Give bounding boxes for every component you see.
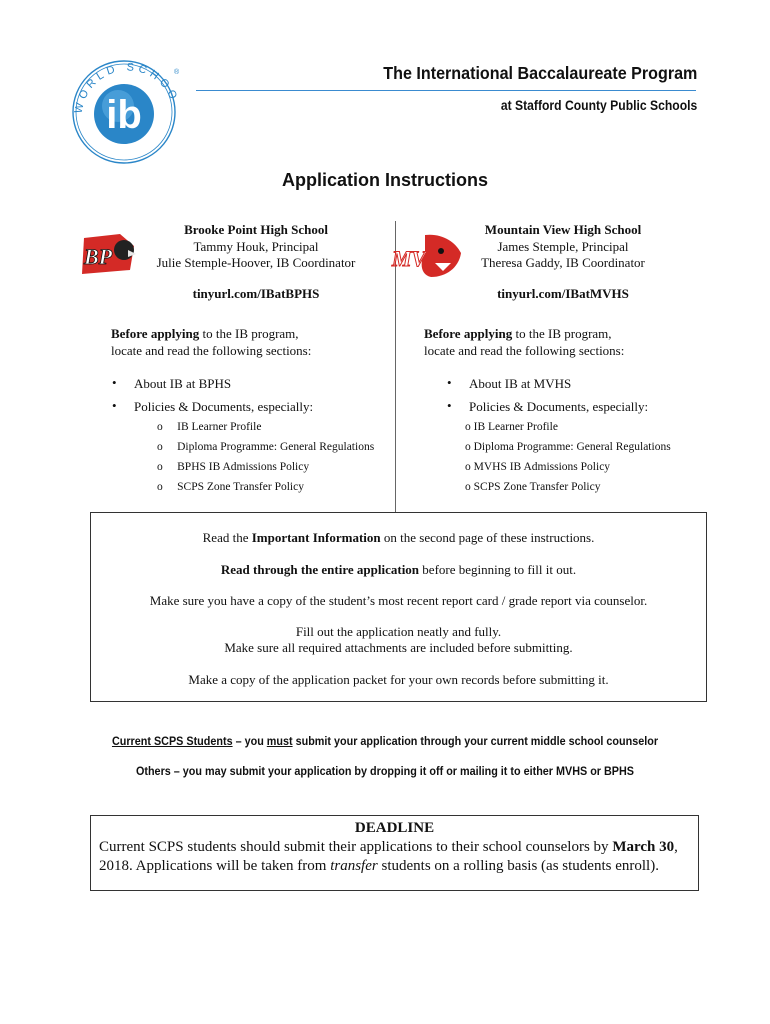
sub-label[interactable]: SCPS Zone Transfer Policy: [177, 481, 304, 493]
others-note: Others – you may submit your application by dropping it off or mailing it to either MVHS or BPHS: [135, 764, 635, 778]
coordinator: Theresa Gaddy, IB Coordinator: [481, 255, 645, 270]
intro-bold: Before applying: [424, 326, 513, 341]
intro-line2: locate and read the following sections:: [111, 342, 312, 358]
sub-label[interactable]: MVHS IB Admissions Policy: [473, 461, 611, 473]
bullet-label[interactable]: About IB at MVHS: [469, 376, 572, 391]
sub-list-item: o Diploma Programme: General Regulations: [157, 441, 375, 453]
bphs-header: [138, 222, 374, 272]
sub-list-item: o MVHS IB Admissions Policy: [465, 461, 611, 473]
bullet-label[interactable]: Policies & Documents, especially:: [469, 399, 649, 414]
sub-list-item: o SCPS Zone Transfer Policy: [465, 481, 601, 493]
list-item: [112, 376, 231, 392]
sub-list-item: o IB Learner Profile: [465, 421, 558, 433]
school-name: Brooke Point High School: [184, 222, 328, 237]
list-item: [447, 399, 648, 415]
bphs-intro: [111, 326, 381, 359]
sub-label[interactable]: SCPS Zone Transfer Policy: [473, 481, 601, 493]
intro-line2: locate and read the following sections:: [424, 342, 625, 358]
important-line-5: Make a copy of the application packet for your own records before submitting it.: [188, 672, 609, 687]
important-line-2: Read through the entire application before beginning to fill it out.: [220, 562, 577, 577]
bphs-url-link[interactable]: tinyurl.com/IBatBPHS: [192, 286, 320, 301]
mvhs-header: [445, 222, 681, 272]
sub-label[interactable]: IB Learner Profile: [473, 421, 558, 433]
sub-label[interactable]: BPHS IB Admissions Policy: [177, 461, 310, 473]
svg-text:MV: MV: [391, 246, 427, 271]
principal: James Stemple, Principal: [497, 238, 629, 254]
bphs-mascot-logo: [76, 230, 136, 283]
svg-text:BP: BP: [83, 244, 113, 269]
principal: Tammy Houk, Principal: [193, 238, 319, 254]
intro-rest: to the IB program,: [512, 326, 612, 341]
important-line-4a: Fill out the application neatly and fully.: [295, 624, 502, 639]
bullet-icon: •: [447, 398, 452, 413]
sub-list-item: o BPHS IB Admissions Policy: [157, 461, 310, 473]
mvhs-intro: [424, 326, 694, 359]
bullet-label[interactable]: Policies & Documents, especially:: [134, 399, 314, 414]
school-name: Mountain View High School: [484, 222, 642, 237]
list-item: [112, 399, 313, 415]
header-subtitle: at Stafford County Public Schools: [500, 98, 697, 113]
deadline-text: Current SCPS students should submit their applications to their school counselors by March 30, 2018. Applications will be taken from transfer students on a rolling basis (as students enroll).: [99, 839, 678, 874]
intro-rest: to the IB program,: [199, 326, 299, 341]
coordinator: Julie Stemple-Hoover, IB Coordinator: [156, 255, 356, 270]
page-title: Application Instructions: [281, 170, 488, 190]
list-item: [447, 376, 571, 392]
svg-text:ib: ib: [106, 93, 142, 137]
important-line-3: Make sure you have a copy of the student’s most recent report card / grade report via counselor.: [149, 593, 648, 608]
mvhs-url-link[interactable]: tinyurl.com/IBatMVHS: [497, 286, 629, 301]
bullet-icon: •: [112, 398, 117, 413]
sub-list-item: o IB Learner Profile: [157, 421, 262, 433]
sub-label[interactable]: Diploma Programme: General Regulations: [473, 441, 671, 453]
deadline-title: DEADLINE: [354, 820, 435, 836]
header-divider: [196, 90, 696, 91]
svg-text:®: ®: [174, 69, 180, 76]
bullet-icon: •: [447, 375, 452, 390]
bullet-icon: •: [112, 375, 117, 390]
sub-list-item: o Diploma Programme: General Regulations: [465, 441, 671, 453]
important-line-4b: Make sure all required attachments are included before submitting.: [224, 640, 573, 655]
current-students-note: Current SCPS Students – you must submit your application through your current middle school counselor: [111, 734, 659, 748]
svg-text:WORLD SCHOOL: WORLD SCHOO: [72, 61, 181, 115]
intro-bold: Before applying: [111, 326, 200, 341]
sub-label[interactable]: IB Learner Profile: [177, 421, 262, 433]
sub-label[interactable]: Diploma Programme: General Regulations: [177, 441, 375, 453]
sub-list-item: o SCPS Zone Transfer Policy: [157, 481, 304, 493]
bullet-label[interactable]: About IB at BPHS: [134, 376, 232, 391]
header-title: The International Baccalaureate Program: [382, 63, 697, 83]
important-line-1: Read the Important Information on the second page of these instructions.: [202, 530, 595, 545]
ib-world-school-logo: [62, 54, 190, 164]
